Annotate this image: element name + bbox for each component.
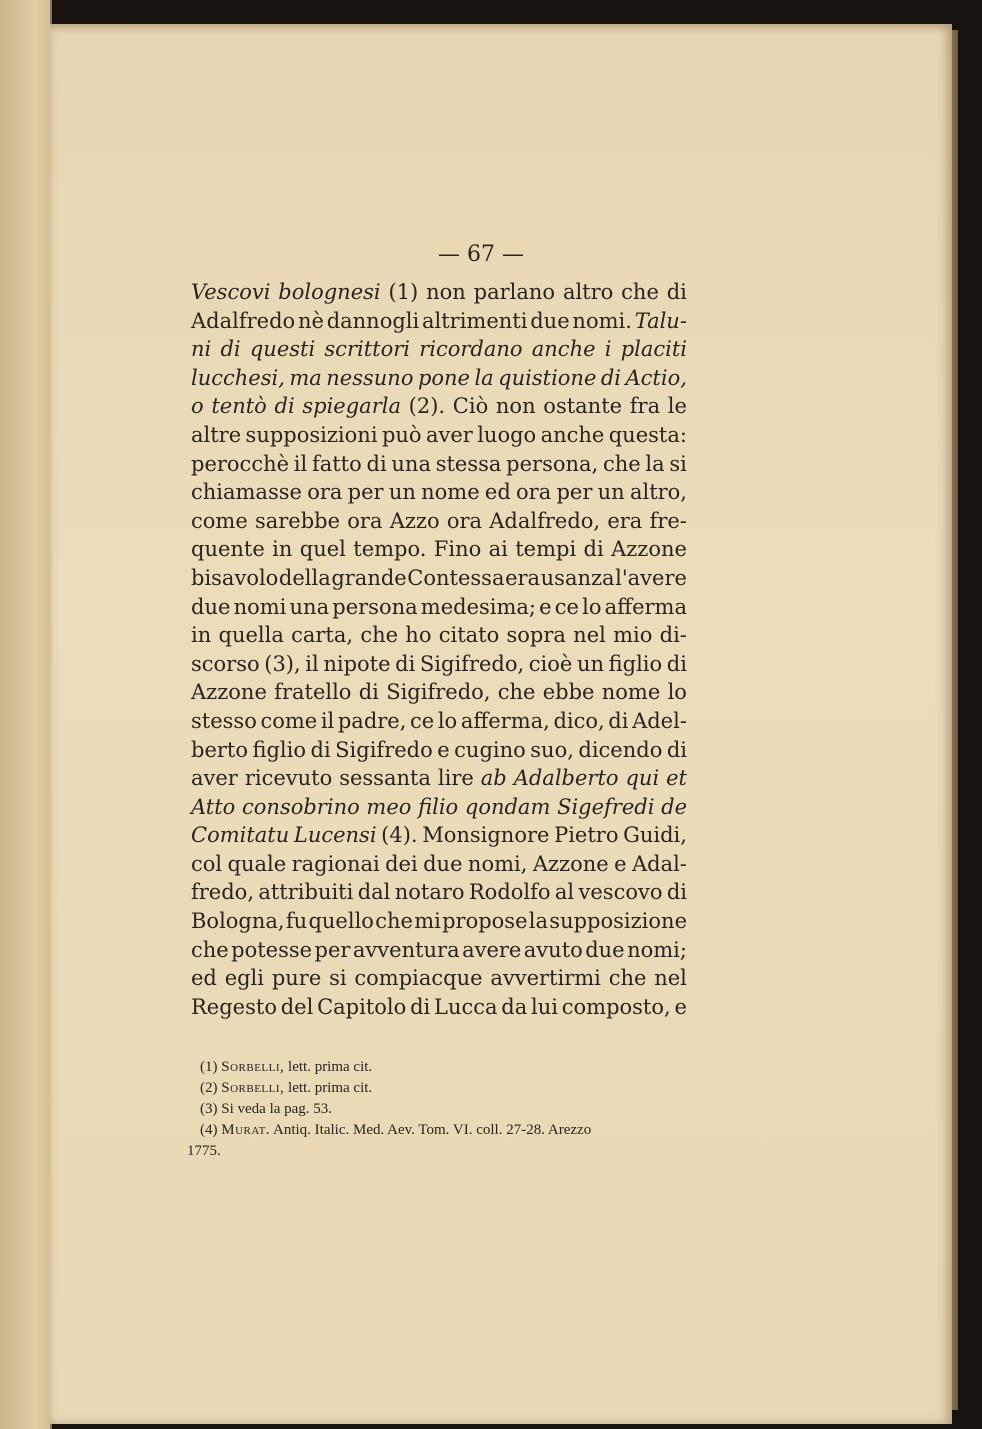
text-line: Vescovi bolognesi (1) non parlano altro che di (191, 280, 687, 304)
footnote-number: (4) (200, 1122, 218, 1138)
footnote-continuation (187, 1141, 691, 1162)
footnote-number: (3) (200, 1101, 218, 1117)
footnote-text: lett. prima cit. (288, 1059, 373, 1075)
text-line: Regesto del Capitolo di Lucca da lui composto, e (191, 994, 687, 1019)
footnote-number: (1) (200, 1059, 218, 1075)
text-line: ed egli pure si compiacque avvertirmi che nel (191, 966, 687, 991)
footnote-text: 1775. (187, 1143, 221, 1159)
footnote (187, 1120, 691, 1141)
text-line: berto figlio di Sigifredo e cugino suo, dicendo di (191, 737, 687, 762)
footnote-text: Si veda la pag. 53. (221, 1101, 333, 1117)
text-line: lucchesi, ma nessuno pone la quistione di Actio, (191, 365, 687, 390)
book-page: — 67 — Vescovi bolognesi (1) non parlano altro che di Adalfredo nè dannogli altrimenti due nomi. Talu- ni di questi scrittori ricordano anche i placiti lucchesi, ma nessuno pone la quistione di Actio, o tentò di spiegarla (2). Ciò non ostante fra le altre supposizioni può aver luogo anche questa: perocchè il fatto di una stessa persona, che la si chiamasse ora per un nome ed ora per un altro, come sarebbe ora Azzo ora Adalfredo, era fre- quente in quel tempo. Fino ai tempi di Azzone bisavolo della grande Contessa era usanza l'avere due nomi una persona medesima; e ce lo afferma in quella carta, che ho citato sopra nel mio di- scorso (3), il nipote di Sigifredo, cioè un figlio di Azzone fratello di Sigifredo, che ebbe nome lo stesso come il padre, ce lo afferma, dico, di Adel- berto figlio di Sigifredo e cugino suo, dicendo di aver ricevuto sessanta lire ab Adalberto qui et Atto consobrino meo filio qondam Sigefredi de Comitatu Lucensi (4). Monsignore Pietro Guidi, col quale ragionai dei due nomi, Azzone e Adal- fredo, attribuiti dal notaro Rodolfo al vescovo di Bologna, fu quello che mi propose la supposizione che potesse per avventura avere avuto due nomi; ed egli pure si compiacque avvertirmi che nel Regesto del Capitolo di Lucca da lui composto, e (1) Sorbelli, lett. prima cit. (2) Sorbelli, lett. prima cit. (3) Si veda la pag. 53. (4) Murat. Antiq. Italic. Med. Aev. Tom. VI. coll. 27-28. Arezzo 1775. (50, 24, 952, 1424)
text-line: aver ricevuto sessanta lire ab Adalberto qui et (191, 766, 687, 791)
footnote (187, 1057, 691, 1078)
footnotes (187, 1057, 691, 1162)
footnote-author: Sorbelli, (221, 1080, 285, 1096)
footnote-number: (2) (200, 1080, 218, 1096)
text-line: ni di questi scrittori ricordano anche i placiti (191, 337, 687, 362)
text-line: scorso (3), il nipote di Sigifredo, cioè un figlio di (191, 651, 687, 676)
footnote-text: lett. prima cit. (288, 1080, 373, 1096)
text-line: che potesse per avventura avere avuto due nomi; (191, 937, 687, 962)
footnote-text: Antiq. Italic. Med. Aev. Tom. VI. coll. 27-28. Arezzo (273, 1122, 592, 1138)
text-line: come sarebbe ora Azzo ora Adalfredo, era fre- (191, 508, 687, 533)
footnote (187, 1099, 691, 1120)
text-line: in quella carta, che ho citato sopra nel mio di- (191, 623, 687, 648)
text-line: Adalfredo nè dannogli altrimenti due nomi. Talu- (191, 308, 687, 333)
text-line: o tentò di spiegarla (2). Ciò non ostante fra le (191, 394, 687, 419)
footnote-author: Sorbelli, (221, 1059, 285, 1075)
text-line: altre supposizioni può aver luogo anche questa: (191, 422, 687, 447)
footnote (187, 1078, 691, 1099)
body-text (191, 278, 687, 1021)
text-line: Atto consobrino meo filio qondam Sigefredi de (191, 794, 687, 819)
text-line: chiamasse ora per un nome ed ora per un altro, (191, 480, 687, 505)
text-line: fredo, attribuiti dal notaro Rodolfo al vescovo di (191, 880, 687, 905)
text-line: Bologna, fu quello che mi propose la supposizione (191, 909, 687, 934)
text-line: col quale ragionai dei due nomi, Azzone e Adal- (191, 851, 687, 876)
text-line: quente in quel tempo. Fino ai tempi di Azzone (191, 537, 687, 562)
text-line: bisavolo della grande Contessa era usanza l'avere (191, 565, 687, 590)
text-line: perocchè il fatto di una stessa persona, che la si (191, 451, 687, 476)
text-line: Azzone fratello di Sigifredo, che ebbe nome lo (191, 680, 687, 705)
facing-page-edge (0, 0, 52, 1429)
footnote-author: Murat. (221, 1122, 271, 1138)
text-line: due nomi una persona medesima; e ce lo afferma (191, 594, 687, 619)
text-line: Comitatu Lucensi (4). Monsignore Pietro Guidi, (191, 823, 687, 848)
text-line: stesso come il padre, ce lo afferma, dico, di Adel- (191, 708, 687, 733)
